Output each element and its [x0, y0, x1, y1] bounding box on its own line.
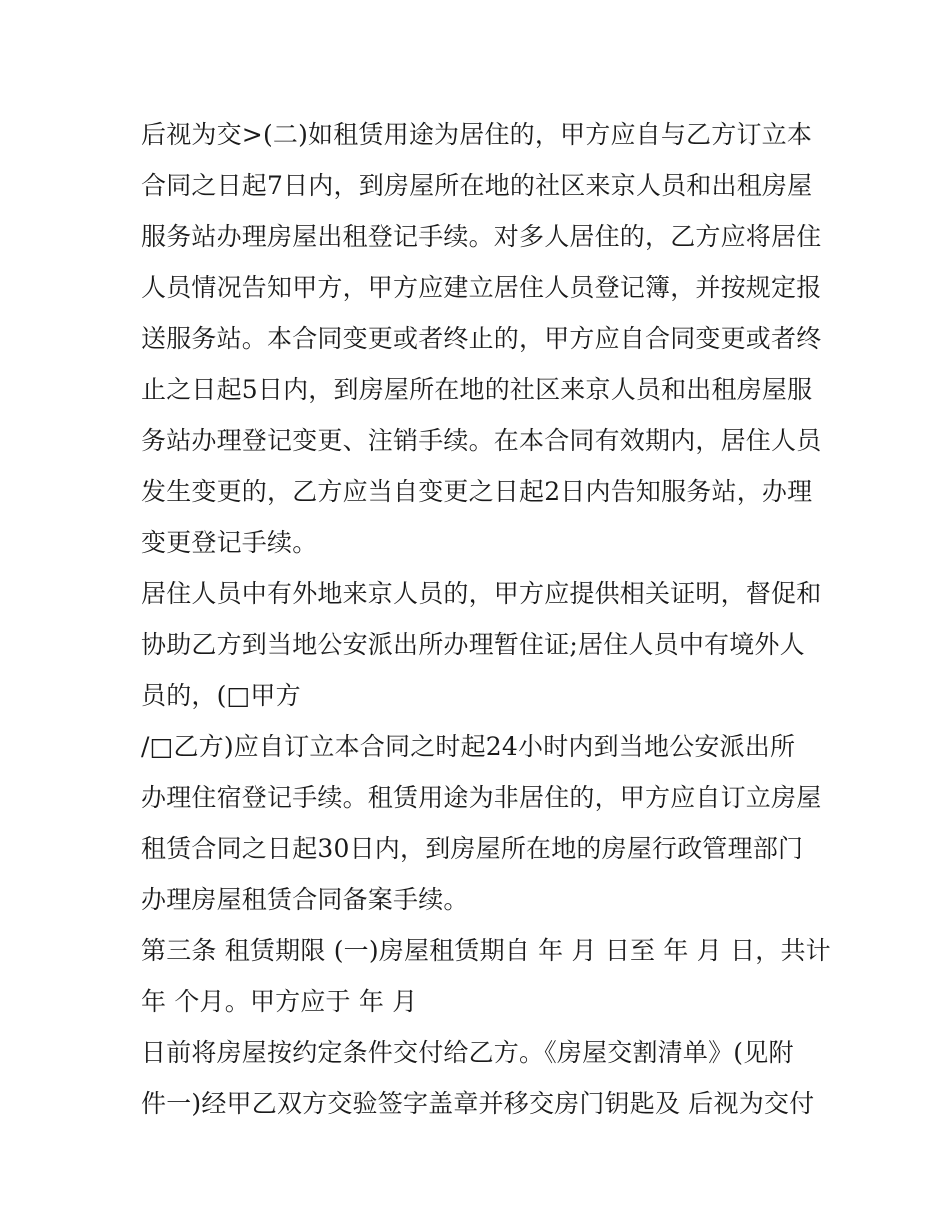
text-line: 员的，(□甲方 [141, 681, 301, 710]
text-line: 务站办理登记变更、注销手续。在本合同有效期内，居住人员 [141, 426, 822, 455]
text-line: 办理住宿登记手续。租赁用途为非居住的，甲方应自订立房屋 [141, 783, 822, 812]
text-line: 件一)经甲乙双方交验签字盖章并移交房门钥匙及 后视为交付 [141, 1089, 815, 1118]
text-line: 日前将房屋按约定条件交付给乙方。《房屋交割清单》(见附 [141, 1038, 794, 1067]
text-line: 止之日起5日内，到房屋所在地的社区来京人员和出租房屋服 [141, 375, 813, 404]
text-line: 发生变更的，乙方应当自变更之日起2日内告知服务站，办理 [141, 477, 813, 506]
text-line: 后视为交>(二)如租赁用途为居住的，甲方应自与乙方订立本 [141, 120, 813, 149]
text-line: 协助乙方到当地公安派出所办理暂住证;居住人员中有境外人 [141, 630, 805, 659]
text-line: 办理房屋租赁合同备案手续。 [141, 885, 469, 914]
text-line: 服务站办理房屋出租登记手续。对多人居住的，乙方应将居住 [141, 222, 822, 251]
text-line: 年 个月。甲方应于 年 月 [141, 987, 418, 1016]
text-line: 变更登记手续。 [141, 528, 318, 557]
text-line: /□乙方)应自订立本合同之时起24小时内到当地公安派出所 [141, 732, 796, 761]
text-line: 第三条 租赁期限 (一)房屋租赁期自 年 月 日至 年 月 日，共计 [141, 936, 831, 965]
text-line: 合同之日起7日内，到房屋所在地的社区来京人员和出租房屋 [141, 171, 813, 200]
contract-text-body [141, 109, 831, 1129]
text-line: 送服务站。本合同变更或者终止的，甲方应自合同变更或者终 [141, 324, 822, 353]
text-line: 人员情况告知甲方，甲方应建立居住人员登记簿，并按规定报 [141, 273, 822, 302]
text-line: 租赁合同之日起30日内，到房屋所在地的房屋行政管理部门 [141, 834, 804, 863]
text-line: 居住人员中有外地来京人员的，甲方应提供相关证明，督促和 [141, 579, 822, 608]
